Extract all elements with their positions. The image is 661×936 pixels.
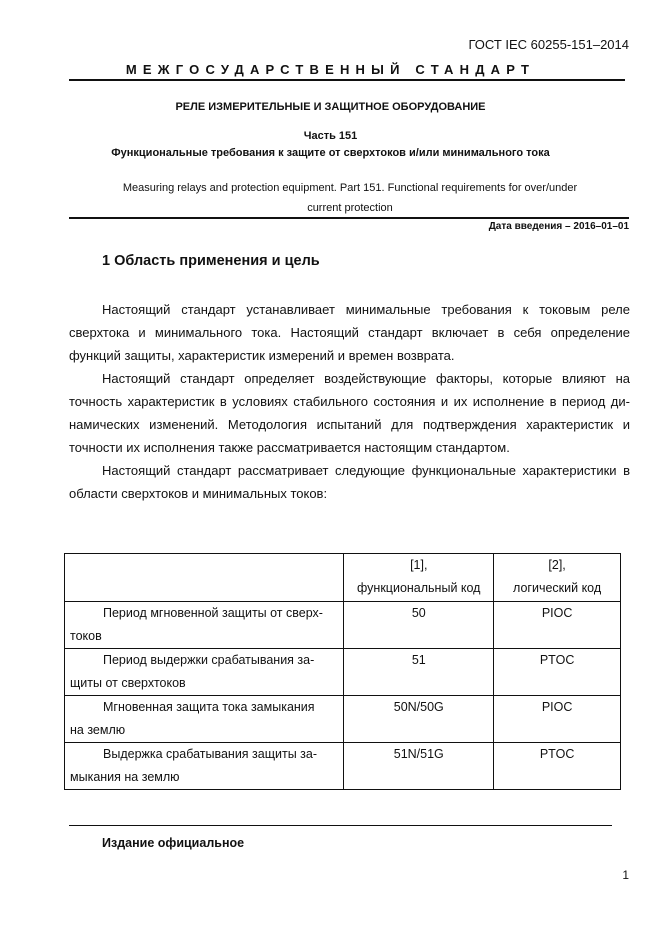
function-name-cell	[65, 696, 344, 743]
logic-code-cell: PIOC	[494, 602, 621, 649]
function-name-cell	[65, 602, 344, 649]
function-name-line: Период мгновенной защиты от сверх-	[103, 606, 323, 620]
page-number: 1	[622, 868, 629, 882]
title-rule	[69, 217, 629, 219]
document-part: Часть 151	[303, 130, 358, 142]
footer-rule	[69, 825, 612, 826]
paragraph-scope: Настоящий стандарт устанавливает минимальные требования к токовым реле сверхтока и минимального тока. Настоящий стандарт включает в себя определение функций защиты, характеристик измерений и времен возврата.	[69, 302, 630, 363]
table-row	[65, 696, 621, 743]
function-name-line: щиты от сверхтоков	[70, 676, 186, 690]
document-code: ГОСТ IEC 60255-151–2014	[468, 37, 629, 52]
header-label: логический код	[513, 581, 602, 595]
table-row	[65, 649, 621, 696]
logic-code-cell: PTOC	[494, 649, 621, 696]
header-cell-name	[65, 554, 344, 602]
function-name-cell	[65, 743, 344, 790]
edition-label: Издание официальное	[102, 836, 245, 850]
document-title: РЕЛЕ ИЗМЕРИТЕЛЬНЫЕ И ЗАЩИТНОЕ ОБОРУДОВАНИЕ	[175, 101, 486, 113]
english-title-line-1: Measuring relays and protection equipment. Part 151. Functional requirements for over/under	[122, 182, 578, 194]
header-label: функциональный код	[357, 581, 481, 595]
header-cell-logic-code	[494, 554, 621, 602]
header-cell-function-code	[344, 554, 494, 602]
function-name-cell	[65, 649, 344, 696]
function-name-line: на землю	[70, 723, 126, 737]
function-name-line: токов	[70, 629, 102, 643]
top-rule	[69, 79, 625, 81]
table-row	[65, 743, 621, 790]
table-row	[65, 602, 621, 649]
logic-code-cell: PIOC	[494, 696, 621, 743]
function-name-line: мыкания на землю	[70, 770, 180, 784]
table-header-row	[65, 554, 621, 602]
function-name-line: Мгновенная защита тока замыкания	[103, 700, 315, 714]
section-heading: 1 Область применения и цель	[102, 253, 320, 269]
function-code-cell: 50N/50G	[344, 696, 494, 743]
function-code-cell: 51	[344, 649, 494, 696]
function-code-cell: 51N/51G	[344, 743, 494, 790]
interstate-standard-heading: МЕЖГОСУДАРСТВЕННЫЙ СТАНДАРТ	[125, 62, 536, 77]
paragraph-characteristics: Настоящий стандарт рассматривает следующие функциональные характеристики в области сверхтоков и минимальных токов:	[69, 463, 630, 501]
paragraph-factors: Настоящий стандарт определяет воздействующие факторы, которые влияют на точность характеристик в условиях стабильного состояния и их исполнение в период динамических изменений. Методология испытаний для подтверждения характеристик и точности их исполнения также рассматривается настоящим стандартом.	[69, 371, 630, 455]
logic-code-cell: PTOC	[494, 743, 621, 790]
header-ref: [1],	[410, 558, 428, 572]
function-name-line: Период выдержки срабатывания за-	[103, 653, 315, 667]
document-subtitle: Функциональные требования к защите от сверхтоков и/или минимального тока	[111, 147, 550, 159]
function-code-table	[64, 553, 621, 790]
introduction-date: Дата введения – 2016–01–01	[488, 221, 629, 232]
function-name-line: Выдержка срабатывания защиты за-	[103, 747, 318, 761]
header-ref: [2],	[548, 558, 566, 572]
english-title-line-2: current protection	[307, 202, 393, 214]
function-code-cell: 50	[344, 602, 494, 649]
english-title	[100, 178, 600, 218]
